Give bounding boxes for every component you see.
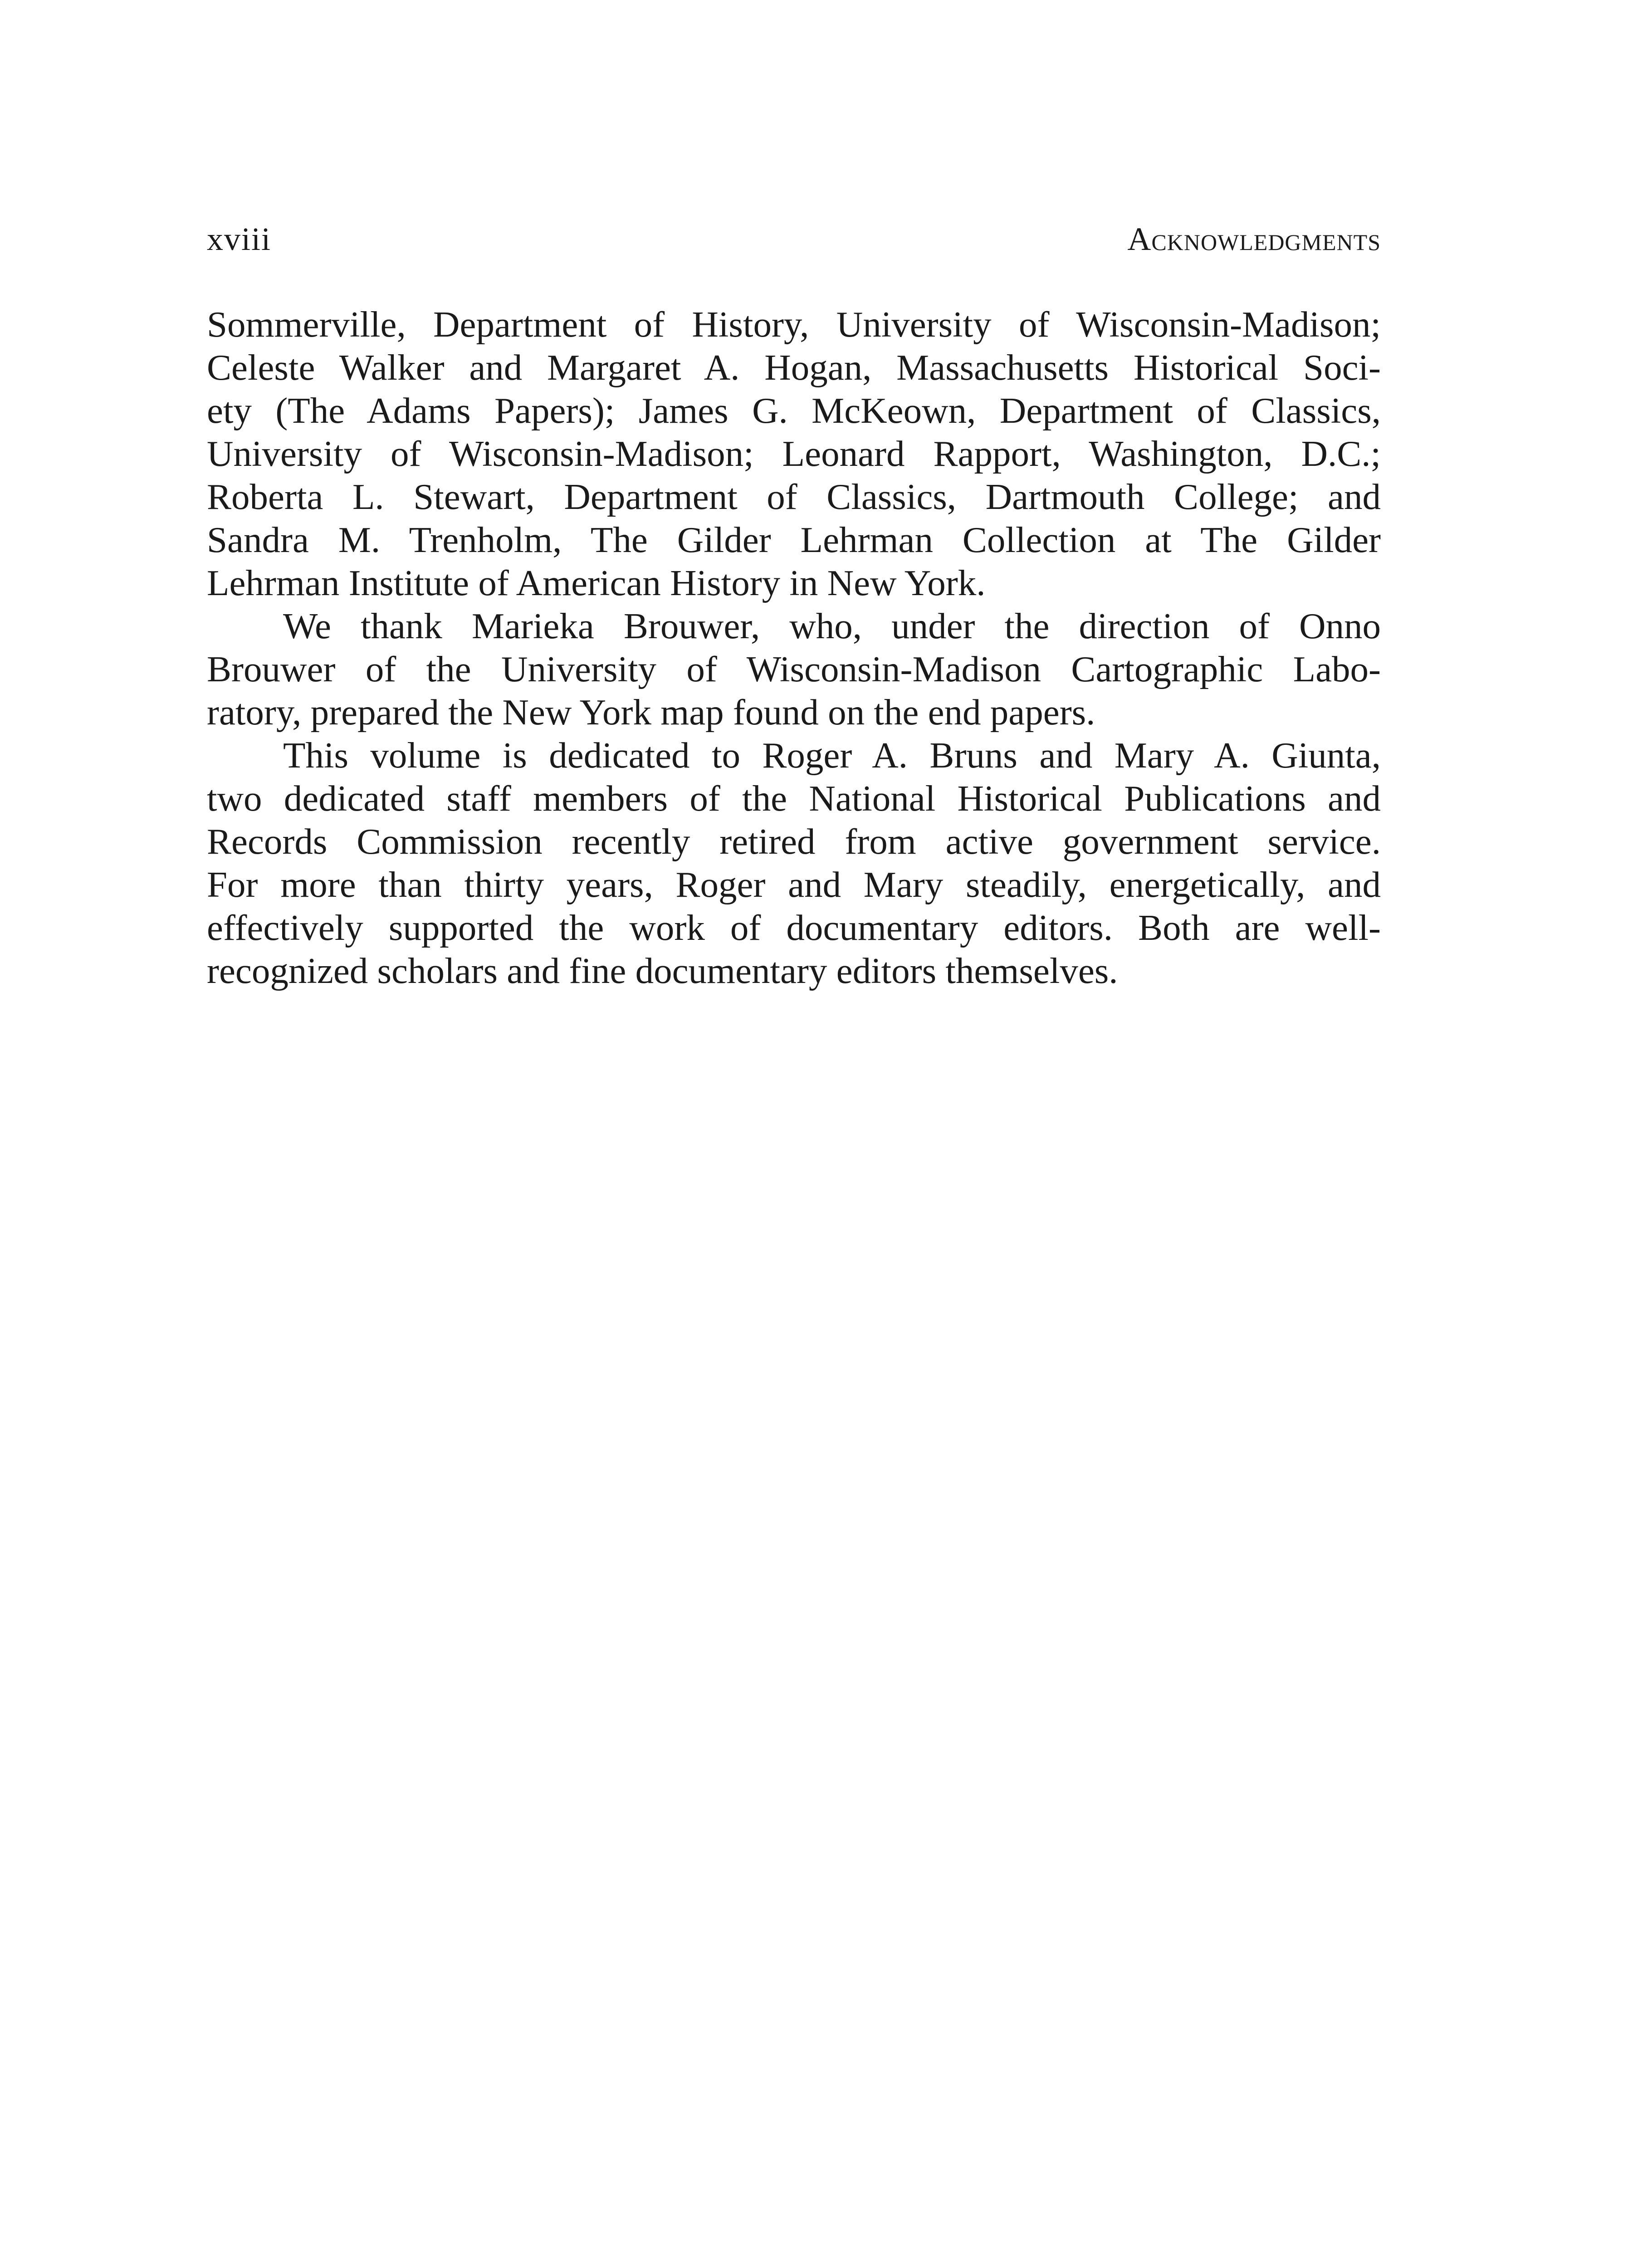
paragraph-dedication	[207, 734, 1381, 992]
text-line: two dedicated staff members of the National Historical Publications and	[207, 778, 1381, 819]
body-text	[207, 303, 1381, 992]
text-line: Brouwer of the University of Wisconsin-Madison Cartographic Labo-	[207, 649, 1381, 689]
text-line: Sommerville, Department of History, University of Wisconsin-Madison;	[207, 304, 1381, 345]
text-line: Celeste Walker and Margaret A. Hogan, Massachusetts Historical Soci-	[207, 347, 1381, 388]
text-line: This volume is dedicated to Roger A. Bruns and Mary A. Giunta,	[283, 735, 1381, 776]
page-number: xviii	[207, 221, 272, 257]
text-line: We thank Marieka Brouwer, who, under the direction of Onno	[283, 606, 1381, 646]
text-line: recognized scholars and fine documentary editors themselves.	[207, 950, 1118, 991]
text-line: ety (The Adams Papers); James G. McKeown, Department of Classics,	[207, 390, 1381, 431]
running-head	[207, 219, 1381, 259]
text-line: Sandra M. Trenholm, The Gilder Lehrman Collection at The Gilder	[207, 519, 1381, 560]
text-line: University of Wisconsin-Madison; Leonard Rapport, Washington, D.C.;	[207, 433, 1381, 474]
text-line: Lehrman Institute of American History in New York.	[207, 562, 986, 603]
text-line: For more than thirty years, Roger and Mary steadily, energetically, and	[207, 864, 1381, 905]
text-line: effectively supported the work of documentary editors. Both are well-	[207, 907, 1381, 948]
text-line: Records Commission recently retired from active government service.	[207, 821, 1381, 862]
running-head-title: Acknowledgments	[1127, 221, 1381, 257]
paragraph-map-credit	[207, 605, 1381, 734]
text-line: ratory, prepared the New York map found on the end papers.	[207, 692, 1095, 733]
text-line: Roberta L. Stewart, Department of Classics, Dartmouth College; and	[207, 476, 1381, 517]
paragraph-continued	[207, 303, 1381, 605]
